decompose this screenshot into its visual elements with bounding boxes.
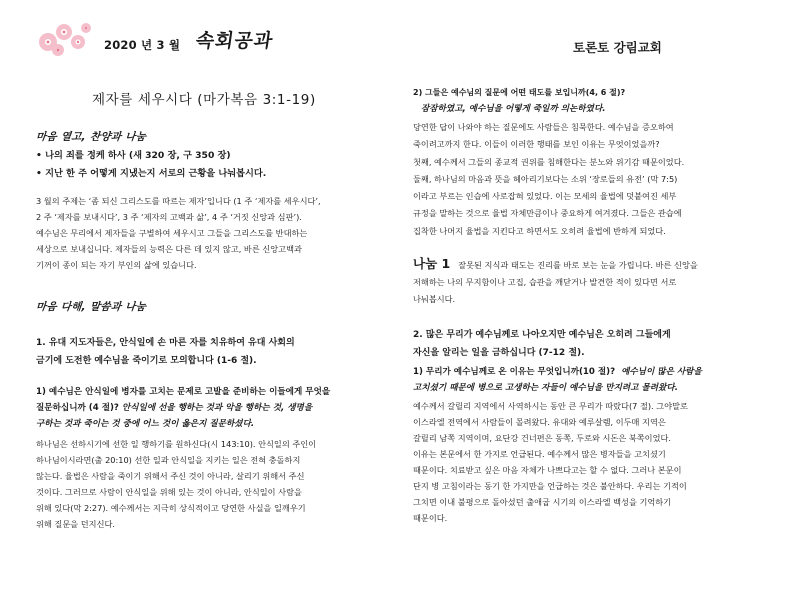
section-heading-word: 마음 다해, 말씀과 나눔: [35, 301, 147, 313]
body-paragraph-3: 예수께서 갈릴리 지역에서 사역하시는 동안 큰 무리가 따랐다(7 절). 그야말로 이스라엘 전역에서 사람들이 몰려왔다. 유대와 예루살렘, 이두매 지역은 갈릴리 남쪽 지역이며, 요단강 건너편은 동쪽, 두로와 시돈은 북쪽이었다. 이유는 본문에서 한 가지로 언급된다. 예수께서 많은 병자들을 고치셨기 때문이다. 치료받고 싶은 마음 자체가 나쁘다고는 할 수 없다. 그러나 본문이 단지 병 고침이라는 동기 한 가지만을 언급하는 것은 불안하다. 우리는 기적이 그치면 이내 불평으로 돌아섰던 출애굽 시기의 이스라엘 백성을 기억하기 때문이다.: [413, 401, 688, 523]
answer-1a: 안식일에 선을 행하는 것과 악을 행하는 것, 생명을: [121, 403, 313, 413]
cherry-blossom-logo: [34, 18, 96, 60]
answer-3a: 예수님이 많은 사람을: [621, 367, 702, 377]
point-1: 1. 유대 지도자들은, 안식일에 손 마른 자를 치유하여 유대 사회의 금기에 도전한 예수님을 죽이기로 모의합니다 (1-6 절).: [36, 338, 295, 366]
answer-1b: 구하는 것과 죽이는 것 중에 어느 것이 옳은지 질문하셨다.: [36, 419, 255, 429]
question-2: 2) 그들은 예수님의 질문에 어떤 태도를 보입니까(4, 6 절)? 잠잠하였고, 예수님을 어떻게 죽일까 의논하였다.: [413, 85, 625, 117]
sharing-1-label: 나눔 1: [413, 256, 451, 271]
section-heading-open: 마음 열고, 찬양과 나눔: [35, 131, 147, 143]
sharing-1: 나눔 1 잘못된 지식과 태도는 진리를 바로 보는 눈을 가립니다. 바른 신앙을 저해하는 나의 무지함이나 고집, 습관을 깨닫거나 발견한 적이 있다면 서로 나눠봅시다.: [413, 256, 698, 304]
bullet-hymn: • 나의 죄를 정케 하사 (새 320 장, 구 350 장): [36, 150, 231, 161]
body-paragraph-2: 당연한 답이 나와야 하는 질문에도 사람들은 침묵한다. 예수님을 증오하여 죽이려고까지 한다. 이들이 이러한 행태를 보인 이유는 무엇이었을까? 첫째, 예수께서 그들의 종교적 권위를 침해한다는 분노와 위기감 때문이었다. 둘째, 하나님의 마음과 뜻을 헤아리기보다는 소위 ‘장로들의 유전’ (막 7:5) 이라고 부르는 인습에 사로잡혀 있었다. 이는 모세의 율법에 덧붙여진 세부 규정을 말하는 것으로 율법 자체만큼이나 중요하게 여겨졌다. 그들은 관습에 집착한 나머지 율법을 지킨다고 하면서도 오히려 율법에 반하게 되었다.: [413, 122, 685, 236]
question-3: 1) 무리가 예수님께로 온 이유는 무엇입니까(10 절)? 예수님이 많은 사람을 고치셨기 때문에 병으로 고생하는 자들이 예수님을 만지려고 몰려왔다.: [413, 364, 702, 396]
sermon-title: 제자를 세우시다 (마가복음 3:1-19): [92, 92, 316, 108]
church-name: 토론토 강림교회: [573, 40, 662, 55]
intro-paragraph: 3 월의 주제는 ‘좀 되신 그리스도를 따르는 제자’입니다 (1 주 ‘제자를 세우시다’, 2 주 ‘제자를 보내시다’, 3 주 ‘제자의 고백과 삶’, 4 주 ‘거짓 신앙과 심판’). 예수님은 무리에서 제자들을 구별하여 세우시고 그들을 그리스도를 반대하는 세상으로 보내십니다. 제자들의 능력은 다른 데 있지 않고, 바른 신앙고백과 기꺼이 종이 되는 자기 부인의 삶에 있습니다.: [36, 196, 321, 270]
answer-2: 잠잠하였고, 예수님을 어떻게 죽일까 의논하였다.: [421, 104, 606, 114]
question-1: 1) 예수님은 안식일에 병자를 고치는 문제로 고발을 준비하는 이들에게 무엇을 질문하십니까 (4 절)? 안식일에 선을 행하는 것과 악을 행하는 것, 생명을 구하는 것과 죽이는 것 중에 어느 것이 옳은지 질문하셨다.: [36, 384, 330, 432]
brand-title: 속회공과: [194, 30, 275, 52]
answer-3b: 고치셨기 때문에 병으로 고생하는 자들이 예수님을 만지려고 몰려왔다.: [413, 383, 678, 393]
body-paragraph-1: 하나님은 선하시기에 선한 일 행하기를 원하신다(시 143:10). 안식일의 주인이 하나님이시라면(출 20:10) 선한 일과 안식일을 지키는 일은 전혀 충돌하지 않는다. 율법은 사람을 죽이기 위해서 주신 것이 아니라, 살리기 위해서 주신 것이다. 그러므로 사람이 안식일을 위해 있는 것이 아니라, 안식일이 사람을 위해 있다(막 2:27). 예수께서는 지극히 상식적이고 당연한 사실을 일깨우기 위해 질문을 던지신다.: [36, 439, 317, 529]
issue-date: 2020 년 3 월: [104, 38, 181, 52]
point-2: 2. 많은 무리가 예수님께로 나아오지만 예수님은 오히려 그들에게 자신을 알리는 일을 금하십니다 (7-12 절).: [413, 330, 671, 358]
bullet-sharing: • 지난 한 주 어떻게 지냈는지 서로의 근황을 나눠봅시다.: [36, 168, 267, 179]
